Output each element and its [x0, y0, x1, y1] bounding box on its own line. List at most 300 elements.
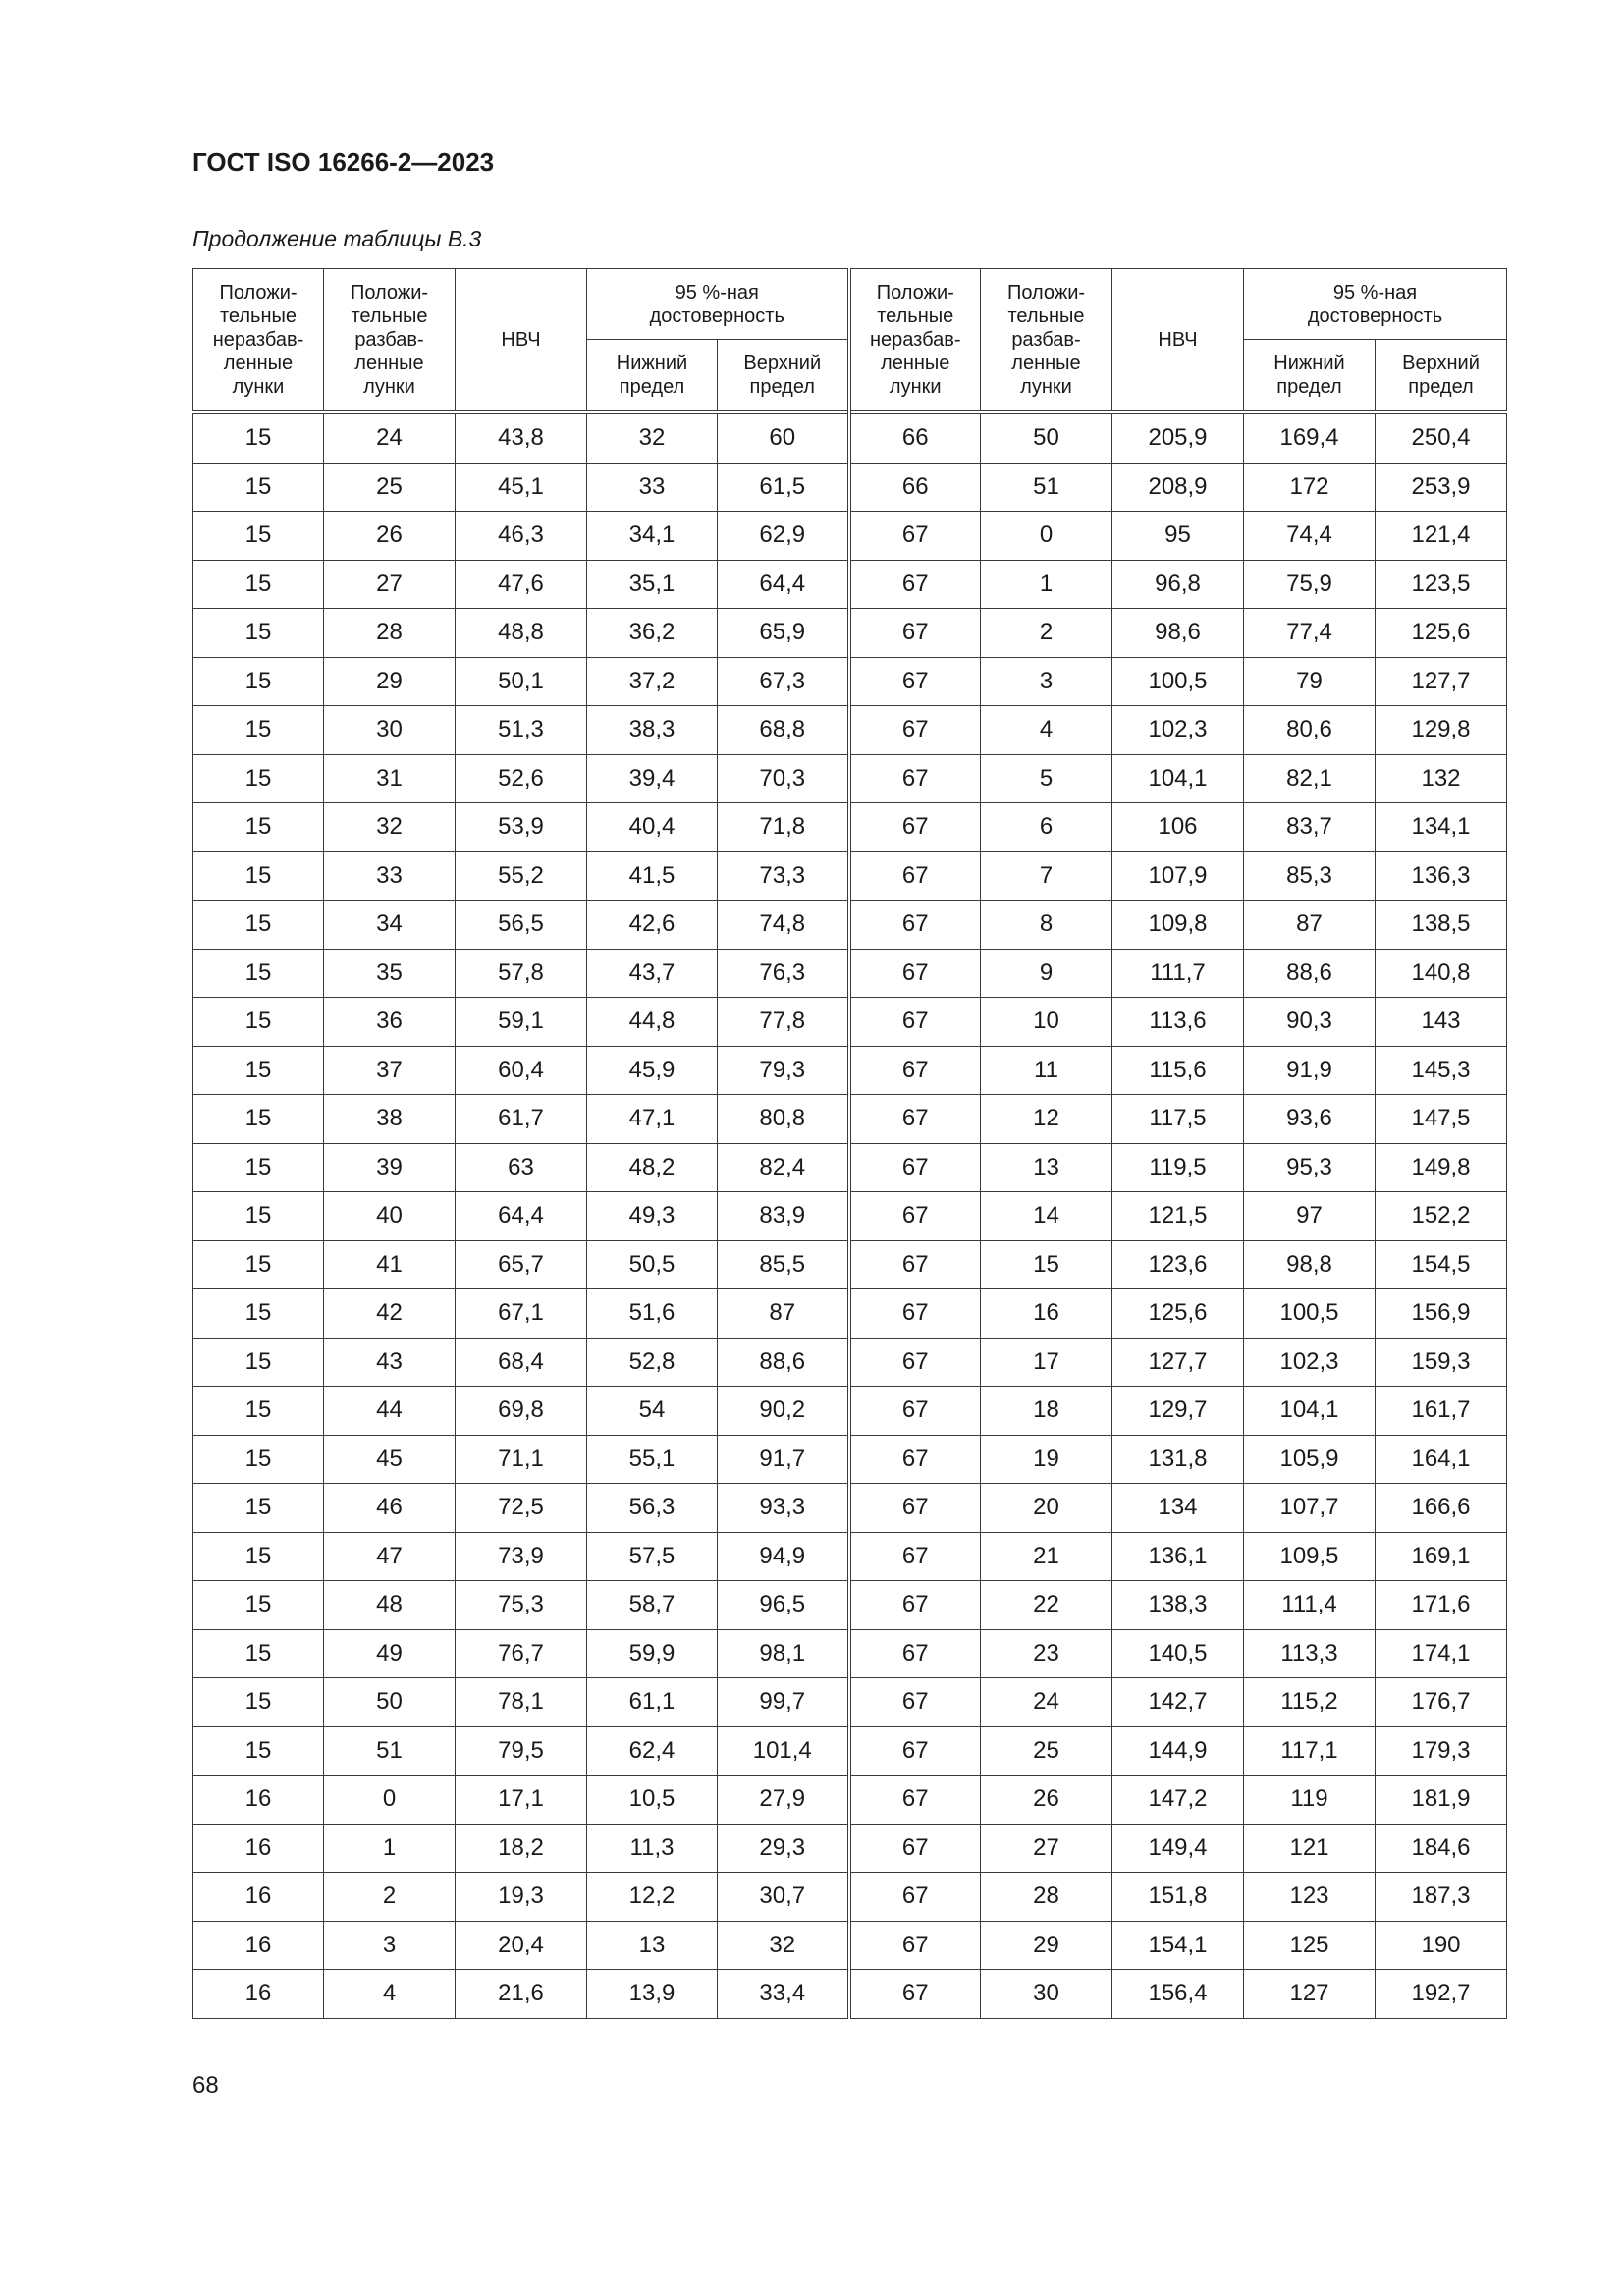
table-row: [193, 1776, 1507, 1825]
table-cell: 39: [324, 1143, 456, 1192]
header-confidence: 95 %-ная достоверность: [587, 269, 849, 340]
table-cell: 96,8: [1112, 560, 1244, 609]
table-cell: 80,6: [1244, 706, 1376, 755]
table-cell: 166,6: [1376, 1484, 1507, 1533]
table-cell: 53,9: [456, 803, 587, 852]
table-cell: 73,9: [456, 1532, 587, 1581]
table-cell: 76,7: [456, 1629, 587, 1678]
table-cell: 190: [1376, 1921, 1507, 1970]
table-cell: 50: [981, 412, 1112, 463]
table-cell: 0: [324, 1776, 456, 1825]
table-cell: 250,4: [1376, 412, 1507, 463]
table-row: [193, 1873, 1507, 1922]
table-cell: 56,5: [456, 901, 587, 950]
table-cell: 125,6: [1112, 1289, 1244, 1339]
header-upper-limit: Верхний предел: [718, 340, 849, 412]
table-cell: 13: [981, 1143, 1112, 1192]
table-cell: 95,3: [1244, 1143, 1376, 1192]
header-upper-limit-2: Верхний предел: [1376, 340, 1507, 412]
table-row: [193, 1921, 1507, 1970]
table-cell: 117,1: [1244, 1726, 1376, 1776]
table-cell: 67: [849, 657, 981, 706]
table-cell: 127,7: [1376, 657, 1507, 706]
table-cell: 32: [587, 412, 718, 463]
table-cell: 149,8: [1376, 1143, 1507, 1192]
table-cell: 67: [849, 1873, 981, 1922]
table-cell: 15: [193, 803, 324, 852]
table-cell: 79,3: [718, 1046, 849, 1095]
table-cell: 127: [1244, 1970, 1376, 2019]
table-cell: 111,4: [1244, 1581, 1376, 1630]
table-cell: 5: [981, 754, 1112, 803]
table-cell: 13: [587, 1921, 718, 1970]
table-cell: 83,7: [1244, 803, 1376, 852]
table-cell: 91,7: [718, 1435, 849, 1484]
table-row: [193, 1095, 1507, 1144]
table-cell: 39,4: [587, 754, 718, 803]
table-cell: 32: [324, 803, 456, 852]
table-cell: 52,8: [587, 1338, 718, 1387]
table-cell: 35: [324, 949, 456, 998]
table-cell: 90,2: [718, 1387, 849, 1436]
table-cell: 104,1: [1244, 1387, 1376, 1436]
table-cell: 129,7: [1112, 1387, 1244, 1436]
table-cell: 99,7: [718, 1678, 849, 1727]
table-cell: 30: [981, 1970, 1112, 2019]
table-cell: 1: [981, 560, 1112, 609]
table-cell: 15: [193, 901, 324, 950]
table-row: [193, 1532, 1507, 1581]
table-cell: 63: [456, 1143, 587, 1192]
table-cell: 67: [849, 901, 981, 950]
table-cell: 123,6: [1112, 1240, 1244, 1289]
table-row: [193, 1387, 1507, 1436]
table-cell: 32: [718, 1921, 849, 1970]
table-row: [193, 657, 1507, 706]
table-cell: 67: [849, 1581, 981, 1630]
table-cell: 4: [324, 1970, 456, 2019]
table-cell: 102,3: [1244, 1338, 1376, 1387]
table-cell: 15: [193, 1435, 324, 1484]
table-cell: 24: [324, 412, 456, 463]
table-cell: 46: [324, 1484, 456, 1533]
table-cell: 24: [981, 1678, 1112, 1727]
table-cell: 21,6: [456, 1970, 587, 2019]
table-row: [193, 851, 1507, 901]
table-row: [193, 1629, 1507, 1678]
mpn-table: [192, 268, 1507, 2019]
table-cell: 37: [324, 1046, 456, 1095]
table-cell: 1: [324, 1824, 456, 1873]
table-cell: 100,5: [1244, 1289, 1376, 1339]
table-cell: 161,7: [1376, 1387, 1507, 1436]
table-row: [193, 1678, 1507, 1727]
table-cell: 67: [849, 1921, 981, 1970]
table-cell: 34: [324, 901, 456, 950]
header-positive-undiluted-2: Положи- тельные неразбав- ленные лунки: [849, 269, 981, 413]
table-cell: 140,5: [1112, 1629, 1244, 1678]
table-cell: 10: [981, 998, 1112, 1047]
table-cell: 61,5: [718, 463, 849, 512]
table-cell: 154,1: [1112, 1921, 1244, 1970]
table-cell: 2: [324, 1873, 456, 1922]
table-cell: 38: [324, 1095, 456, 1144]
table-cell: 26: [324, 512, 456, 561]
table-cell: 208,9: [1112, 463, 1244, 512]
table-cell: 27,9: [718, 1776, 849, 1825]
table-cell: 96,5: [718, 1581, 849, 1630]
table-row: [193, 1046, 1507, 1095]
table-cell: 45,1: [456, 463, 587, 512]
table-cell: 93,3: [718, 1484, 849, 1533]
table-cell: 11,3: [587, 1824, 718, 1873]
table-cell: 136,3: [1376, 851, 1507, 901]
table-cell: 6: [981, 803, 1112, 852]
table-cell: 48,2: [587, 1143, 718, 1192]
table-cell: 3: [981, 657, 1112, 706]
table-cell: 71,8: [718, 803, 849, 852]
table-cell: 67: [849, 1532, 981, 1581]
table-cell: 15: [193, 1289, 324, 1339]
table-row: [193, 1970, 1507, 2019]
table-cell: 102,3: [1112, 706, 1244, 755]
table-cell: 57,5: [587, 1532, 718, 1581]
table-cell: 85,5: [718, 1240, 849, 1289]
table-cell: 125,6: [1376, 609, 1507, 658]
table-cell: 15: [193, 1629, 324, 1678]
table-cell: 164,1: [1376, 1435, 1507, 1484]
table-cell: 87: [1244, 901, 1376, 950]
table-cell: 37,2: [587, 657, 718, 706]
table-cell: 129,8: [1376, 706, 1507, 755]
table-cell: 91,9: [1244, 1046, 1376, 1095]
table-cell: 15: [193, 998, 324, 1047]
table-cell: 60,4: [456, 1046, 587, 1095]
table-cell: 67: [849, 1776, 981, 1825]
table-cell: 29: [981, 1921, 1112, 1970]
table-cell: 65,7: [456, 1240, 587, 1289]
table-cell: 4: [981, 706, 1112, 755]
table-cell: 123: [1244, 1873, 1376, 1922]
header-mpn: НВЧ: [456, 269, 587, 413]
table-cell: 119: [1244, 1776, 1376, 1825]
table-cell: 98,6: [1112, 609, 1244, 658]
table-cell: 31: [324, 754, 456, 803]
table-cell: 40: [324, 1192, 456, 1241]
table-cell: 25: [324, 463, 456, 512]
table-cell: 67: [849, 1143, 981, 1192]
table-cell: 28: [324, 609, 456, 658]
table-cell: 67: [849, 1387, 981, 1436]
table-cell: 85,3: [1244, 851, 1376, 901]
table-cell: 67: [849, 1192, 981, 1241]
table-cell: 33: [587, 463, 718, 512]
table-cell: 115,6: [1112, 1046, 1244, 1095]
table-cell: 15: [193, 1532, 324, 1581]
table-cell: 176,7: [1376, 1678, 1507, 1727]
table-cell: 16: [193, 1824, 324, 1873]
table-cell: 15: [193, 412, 324, 463]
table-body: [193, 412, 1507, 2018]
table-cell: 67: [849, 1095, 981, 1144]
table-cell: 121,5: [1112, 1192, 1244, 1241]
table-cell: 59,1: [456, 998, 587, 1047]
table-row: [193, 998, 1507, 1047]
table-cell: 80,8: [718, 1095, 849, 1144]
table-cell: 142,7: [1112, 1678, 1244, 1727]
table-cell: 29,3: [718, 1824, 849, 1873]
table-cell: 107,9: [1112, 851, 1244, 901]
table-cell: 67: [849, 1678, 981, 1727]
table-cell: 35,1: [587, 560, 718, 609]
table-cell: 29: [324, 657, 456, 706]
table-row: [193, 1581, 1507, 1630]
table-cell: 67: [849, 1484, 981, 1533]
table-cell: 159,3: [1376, 1338, 1507, 1387]
table-cell: 15: [193, 657, 324, 706]
table-cell: 15: [193, 1387, 324, 1436]
table-cell: 25: [981, 1726, 1112, 1776]
table-cell: 11: [981, 1046, 1112, 1095]
table-cell: 67: [849, 1240, 981, 1289]
table-cell: 104,1: [1112, 754, 1244, 803]
table-cell: 171,6: [1376, 1581, 1507, 1630]
table-cell: 136,1: [1112, 1532, 1244, 1581]
table-cell: 17: [981, 1338, 1112, 1387]
table-cell: 15: [193, 1678, 324, 1727]
table-row: [193, 901, 1507, 950]
table-cell: 67: [849, 1289, 981, 1339]
table-row: [193, 560, 1507, 609]
table-cell: 64,4: [718, 560, 849, 609]
table-cell: 72,5: [456, 1484, 587, 1533]
table-cell: 22: [981, 1581, 1112, 1630]
table-cell: 144,9: [1112, 1726, 1244, 1776]
table-cell: 10,5: [587, 1776, 718, 1825]
table-cell: 48: [324, 1581, 456, 1630]
table-cell: 30: [324, 706, 456, 755]
table-row: [193, 754, 1507, 803]
table-cell: 253,9: [1376, 463, 1507, 512]
table-cell: 44: [324, 1387, 456, 1436]
table-cell: 47: [324, 1532, 456, 1581]
table-row: [193, 1289, 1507, 1339]
table-cell: 59,9: [587, 1629, 718, 1678]
table-cell: 50,1: [456, 657, 587, 706]
table-cell: 169,4: [1244, 412, 1376, 463]
table-cell: 83,9: [718, 1192, 849, 1241]
table-cell: 205,9: [1112, 412, 1244, 463]
table-cell: 107,7: [1244, 1484, 1376, 1533]
table-cell: 58,7: [587, 1581, 718, 1630]
table-cell: 61,7: [456, 1095, 587, 1144]
table-cell: 60: [718, 412, 849, 463]
table-cell: 67: [849, 754, 981, 803]
header-mpn-2: НВЧ: [1112, 269, 1244, 413]
table-cell: 67: [849, 1970, 981, 2019]
table-cell: 76,3: [718, 949, 849, 998]
table-cell: 15: [193, 463, 324, 512]
table-cell: 27: [981, 1824, 1112, 1873]
table-cell: 47,1: [587, 1095, 718, 1144]
table-cell: 8: [981, 901, 1112, 950]
table-cell: 62,4: [587, 1726, 718, 1776]
table-cell: 16: [981, 1289, 1112, 1339]
table-cell: 57,8: [456, 949, 587, 998]
table-cell: 20,4: [456, 1921, 587, 1970]
table-cell: 15: [193, 1192, 324, 1241]
table-cell: 15: [193, 1143, 324, 1192]
table-cell: 61,1: [587, 1678, 718, 1727]
table-cell: 100,5: [1112, 657, 1244, 706]
table-cell: 19: [981, 1435, 1112, 1484]
table-caption: Продолжение таблицы B.3: [192, 226, 482, 251]
table-cell: 51,3: [456, 706, 587, 755]
table-cell: 15: [193, 1338, 324, 1387]
table-cell: 15: [193, 1581, 324, 1630]
table-cell: 45: [324, 1435, 456, 1484]
table-cell: 134,1: [1376, 803, 1507, 852]
table-cell: 17,1: [456, 1776, 587, 1825]
header-lower-limit: Нижний предел: [587, 340, 718, 412]
table-cell: 71,1: [456, 1435, 587, 1484]
table-row: [193, 463, 1507, 512]
table-cell: 44,8: [587, 998, 718, 1047]
table-cell: 106: [1112, 803, 1244, 852]
table-cell: 67: [849, 1338, 981, 1387]
table-row: [193, 512, 1507, 561]
table-cell: 36,2: [587, 609, 718, 658]
table-cell: 181,9: [1376, 1776, 1507, 1825]
table-cell: 172: [1244, 463, 1376, 512]
table-cell: 105,9: [1244, 1435, 1376, 1484]
table-cell: 151,8: [1112, 1873, 1244, 1922]
table-cell: 28: [981, 1873, 1112, 1922]
table-cell: 113,6: [1112, 998, 1244, 1047]
table-cell: 132: [1376, 754, 1507, 803]
table-cell: 42: [324, 1289, 456, 1339]
table-cell: 45,9: [587, 1046, 718, 1095]
table-cell: 152,2: [1376, 1192, 1507, 1241]
table-cell: 64,4: [456, 1192, 587, 1241]
table-cell: 69,8: [456, 1387, 587, 1436]
table-cell: 109,5: [1244, 1532, 1376, 1581]
table-cell: 87: [718, 1289, 849, 1339]
table-row: [193, 1484, 1507, 1533]
table-cell: 73,3: [718, 851, 849, 901]
table-cell: 7: [981, 851, 1112, 901]
table-cell: 127,7: [1112, 1338, 1244, 1387]
table-cell: 67: [849, 1629, 981, 1678]
table-cell: 2: [981, 609, 1112, 658]
table-cell: 67: [849, 1726, 981, 1776]
table-cell: 169,1: [1376, 1532, 1507, 1581]
table-row: [193, 706, 1507, 755]
table-cell: 156,9: [1376, 1289, 1507, 1339]
table-cell: 67,3: [718, 657, 849, 706]
table-cell: 117,5: [1112, 1095, 1244, 1144]
table-cell: 18,2: [456, 1824, 587, 1873]
table-cell: 3: [324, 1921, 456, 1970]
header-positive-undiluted: Положи- тельные неразбав- ленные лунки: [193, 269, 324, 413]
table-cell: 97: [1244, 1192, 1376, 1241]
table-cell: 50: [324, 1678, 456, 1727]
table-cell: 26: [981, 1776, 1112, 1825]
table-row: [193, 1726, 1507, 1776]
table-cell: 43,7: [587, 949, 718, 998]
table-cell: 77,4: [1244, 609, 1376, 658]
table-cell: 111,7: [1112, 949, 1244, 998]
table-cell: 49,3: [587, 1192, 718, 1241]
table-cell: 93,6: [1244, 1095, 1376, 1144]
table-cell: 154,5: [1376, 1240, 1507, 1289]
table-cell: 67: [849, 998, 981, 1047]
table-cell: 9: [981, 949, 1112, 998]
table-cell: 27: [324, 560, 456, 609]
table-cell: 19,3: [456, 1873, 587, 1922]
table-cell: 67: [849, 949, 981, 998]
table-cell: 51: [981, 463, 1112, 512]
table-cell: 23: [981, 1629, 1112, 1678]
table-cell: 77,8: [718, 998, 849, 1047]
table-cell: 56,3: [587, 1484, 718, 1533]
table-cell: 67: [849, 1435, 981, 1484]
table-cell: 156,4: [1112, 1970, 1244, 2019]
table-cell: 149,4: [1112, 1824, 1244, 1873]
table-cell: 187,3: [1376, 1873, 1507, 1922]
table-row: [193, 1192, 1507, 1241]
page-number: 68: [192, 2072, 219, 2099]
table-cell: 145,3: [1376, 1046, 1507, 1095]
table-row: [193, 1143, 1507, 1192]
table-cell: 66: [849, 463, 981, 512]
table-cell: 41,5: [587, 851, 718, 901]
table-cell: 67: [849, 1824, 981, 1873]
table-cell: 47,6: [456, 560, 587, 609]
table-cell: 15: [193, 754, 324, 803]
table-cell: 82,1: [1244, 754, 1376, 803]
table-cell: 67: [849, 706, 981, 755]
table-cell: 67: [849, 512, 981, 561]
table-cell: 65,9: [718, 609, 849, 658]
table-cell: 16: [193, 1970, 324, 2019]
table-cell: 43: [324, 1338, 456, 1387]
table-cell: 40,4: [587, 803, 718, 852]
table-cell: 13,9: [587, 1970, 718, 2019]
table-cell: 41: [324, 1240, 456, 1289]
table-cell: 51: [324, 1726, 456, 1776]
table-cell: 0: [981, 512, 1112, 561]
table-cell: 67: [849, 851, 981, 901]
table-cell: 115,2: [1244, 1678, 1376, 1727]
table-cell: 12: [981, 1095, 1112, 1144]
table-cell: 18: [981, 1387, 1112, 1436]
table-cell: 30,7: [718, 1873, 849, 1922]
table-cell: 66: [849, 412, 981, 463]
table-cell: 34,1: [587, 512, 718, 561]
table-cell: 98,8: [1244, 1240, 1376, 1289]
table-row: [193, 1240, 1507, 1289]
table-cell: 51,6: [587, 1289, 718, 1339]
header-positive-diluted-2: Положи- тельные разбав- ленные лунки: [981, 269, 1112, 413]
table-cell: 147,5: [1376, 1095, 1507, 1144]
table-cell: 67: [849, 803, 981, 852]
header-confidence-2: 95 %-ная достоверность: [1244, 269, 1507, 340]
table-cell: 147,2: [1112, 1776, 1244, 1825]
table-cell: 55,2: [456, 851, 587, 901]
table-cell: 16: [193, 1873, 324, 1922]
table-cell: 79: [1244, 657, 1376, 706]
